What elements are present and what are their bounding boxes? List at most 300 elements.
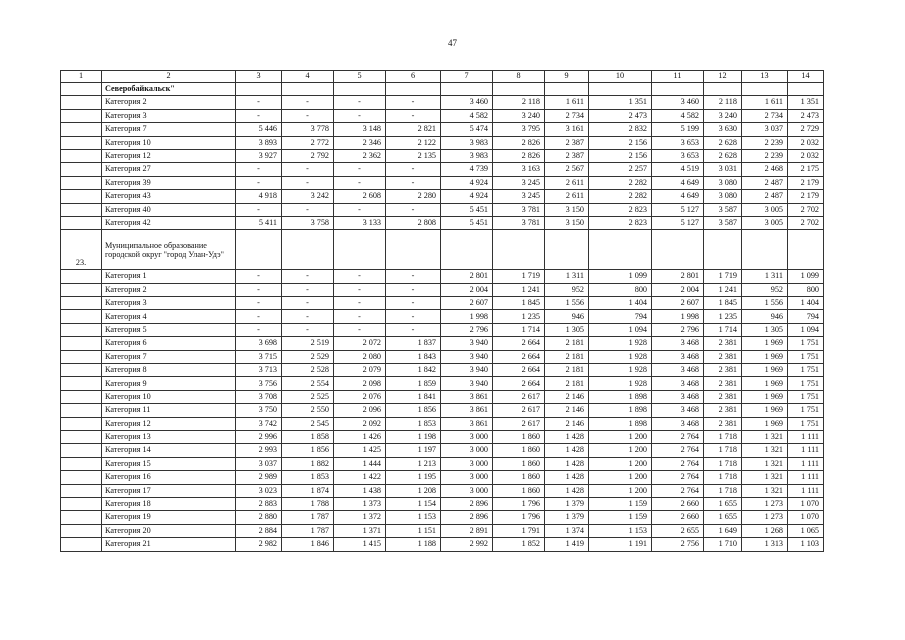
value-cell: 1 103: [788, 538, 824, 551]
value-cell: -: [282, 176, 334, 189]
value-cell: 1 787: [282, 524, 334, 537]
value-cell: 1 710: [704, 538, 742, 551]
value-cell: 1 241: [704, 283, 742, 296]
value-cell: 1 111: [788, 484, 824, 497]
value-cell: 1 428: [545, 471, 589, 484]
value-cell: 2 118: [704, 96, 742, 109]
value-cell: 2 032: [788, 136, 824, 149]
row-label-cell: Северобайкальск": [102, 83, 236, 96]
table-row: [61, 136, 824, 149]
value-cell: 1 268: [742, 524, 788, 537]
value-cell: 3 240: [493, 109, 545, 122]
value-cell: 2 611: [545, 190, 589, 203]
value-cell: 2 098: [334, 377, 386, 390]
row-number-cell: [61, 216, 102, 229]
value-cell: [334, 230, 386, 270]
value-cell: 3 468: [652, 364, 704, 377]
value-cell: 2 076: [334, 390, 386, 403]
value-cell: 1 153: [386, 511, 441, 524]
table-row: [61, 283, 824, 296]
value-cell: 1 159: [589, 511, 652, 524]
value-cell: 1 843: [386, 350, 441, 363]
row-number-cell: [61, 323, 102, 336]
value-cell: 4 582: [441, 109, 493, 122]
value-cell: -: [334, 270, 386, 283]
value-cell: 1 788: [282, 497, 334, 510]
value-cell: 1 111: [788, 430, 824, 443]
value-cell: 1 273: [742, 497, 788, 510]
value-cell: [236, 83, 282, 96]
value-cell: [545, 83, 589, 96]
value-cell: -: [236, 176, 282, 189]
value-cell: 1 151: [386, 524, 441, 537]
value-cell: 3 468: [652, 350, 704, 363]
value-cell: 3 653: [652, 149, 704, 162]
value-cell: 2 996: [236, 430, 282, 443]
value-cell: 1 197: [386, 444, 441, 457]
value-cell: 3 005: [742, 216, 788, 229]
row-label-cell: Категория 1: [102, 270, 236, 283]
table-row: [61, 176, 824, 189]
value-cell: -: [282, 283, 334, 296]
row-label-cell: Категория 11: [102, 404, 236, 417]
value-cell: 2 280: [386, 190, 441, 203]
value-cell: 3 587: [704, 216, 742, 229]
value-cell: [589, 83, 652, 96]
value-cell: 2 387: [545, 136, 589, 149]
value-cell: 5 127: [652, 203, 704, 216]
page-number: 47: [448, 38, 457, 48]
value-cell: 2 801: [652, 270, 704, 283]
value-cell: 1 611: [742, 96, 788, 109]
value-cell: 3 080: [704, 190, 742, 203]
value-cell: [704, 230, 742, 270]
value-cell: 1 791: [493, 524, 545, 537]
row-label-cell: Категория 2: [102, 96, 236, 109]
row-number-cell: [61, 123, 102, 136]
value-cell: [742, 83, 788, 96]
value-cell: -: [334, 203, 386, 216]
value-cell: 1 860: [493, 457, 545, 470]
value-cell: 2 607: [441, 297, 493, 310]
value-cell: 3 927: [236, 149, 282, 162]
value-cell: 1 837: [386, 337, 441, 350]
value-cell: 1 841: [386, 390, 441, 403]
value-cell: 1 969: [742, 364, 788, 377]
row-number-cell: [61, 310, 102, 323]
value-cell: 1 718: [704, 430, 742, 443]
value-cell: 4 918: [236, 190, 282, 203]
value-cell: 3 715: [236, 350, 282, 363]
value-cell: 2 628: [704, 149, 742, 162]
value-cell: 952: [742, 283, 788, 296]
value-cell: 2 381: [704, 350, 742, 363]
value-cell: 1 444: [334, 457, 386, 470]
value-cell: 1 321: [742, 457, 788, 470]
value-cell: 1 718: [704, 457, 742, 470]
value-cell: 1 404: [788, 297, 824, 310]
value-cell: 1 351: [788, 96, 824, 109]
value-cell: 1 655: [704, 497, 742, 510]
value-cell: -: [282, 109, 334, 122]
row-number-cell: [61, 524, 102, 537]
row-number-cell: [61, 283, 102, 296]
value-cell: 1 065: [788, 524, 824, 537]
value-cell: 4 649: [652, 176, 704, 189]
value-cell: 2 734: [742, 109, 788, 122]
value-cell: 2 883: [236, 497, 282, 510]
value-cell: 2 529: [282, 350, 334, 363]
value-cell: 1 235: [493, 310, 545, 323]
value-cell: 2 175: [788, 163, 824, 176]
value-cell: 1 928: [589, 377, 652, 390]
value-cell: 1 200: [589, 457, 652, 470]
row-number-cell: [61, 96, 102, 109]
value-cell: 2 764: [652, 430, 704, 443]
row-label-cell: Категория 19: [102, 511, 236, 524]
row-number-cell: [61, 404, 102, 417]
value-cell: 2 992: [441, 538, 493, 551]
value-cell: -: [334, 297, 386, 310]
value-cell: 3 245: [493, 176, 545, 189]
value-cell: [236, 230, 282, 270]
value-cell: 1 928: [589, 350, 652, 363]
value-cell: 1 438: [334, 484, 386, 497]
value-cell: 2 664: [493, 337, 545, 350]
value-cell: [788, 230, 824, 270]
value-cell: 2 156: [589, 136, 652, 149]
value-cell: 3 983: [441, 136, 493, 149]
value-cell: 2 796: [652, 323, 704, 336]
value-cell: 3 893: [236, 136, 282, 149]
row-number-cell: [61, 297, 102, 310]
value-cell: 2 146: [545, 404, 589, 417]
value-cell: 3 150: [545, 203, 589, 216]
value-cell: 1 655: [704, 511, 742, 524]
value-cell: -: [282, 323, 334, 336]
value-cell: -: [282, 163, 334, 176]
table-row: [61, 297, 824, 310]
value-cell: 1 898: [589, 417, 652, 430]
value-cell: 1 094: [589, 323, 652, 336]
column-number: 14: [788, 71, 824, 83]
value-cell: 5 474: [441, 123, 493, 136]
value-cell: 2 473: [788, 109, 824, 122]
value-cell: 2 823: [589, 203, 652, 216]
value-cell: 2 993: [236, 444, 282, 457]
value-cell: 2 989: [236, 471, 282, 484]
value-cell: -: [334, 323, 386, 336]
value-cell: 2 982: [236, 538, 282, 551]
value-cell: 2 545: [282, 417, 334, 430]
value-cell: 3 245: [493, 190, 545, 203]
value-cell: 1 159: [589, 497, 652, 510]
value-cell: 2 567: [545, 163, 589, 176]
row-number-cell: [61, 350, 102, 363]
value-cell: 800: [589, 283, 652, 296]
value-cell: 1 422: [334, 471, 386, 484]
value-cell: 1 321: [742, 430, 788, 443]
value-cell: -: [386, 96, 441, 109]
value-cell: 2 891: [441, 524, 493, 537]
value-cell: 2 772: [282, 136, 334, 149]
table-row: [61, 350, 824, 363]
value-cell: 3 031: [704, 163, 742, 176]
value-cell: [282, 83, 334, 96]
row-number-cell: [61, 430, 102, 443]
value-cell: -: [236, 310, 282, 323]
value-cell: 1 898: [589, 404, 652, 417]
value-cell: 1 751: [788, 404, 824, 417]
value-cell: 1 305: [742, 323, 788, 336]
table-row: [61, 203, 824, 216]
value-cell: [589, 230, 652, 270]
row-label-cell: Категория 39: [102, 176, 236, 189]
value-cell: 1 719: [493, 270, 545, 283]
value-cell: 2 808: [386, 216, 441, 229]
value-cell: 1 852: [493, 538, 545, 551]
value-cell: [493, 230, 545, 270]
row-label-cell: Категория 40: [102, 203, 236, 216]
value-cell: -: [334, 109, 386, 122]
row-number-cell: [61, 444, 102, 457]
value-cell: 1 111: [788, 471, 824, 484]
value-cell: 3 758: [282, 216, 334, 229]
row-number-cell: 23.: [61, 230, 102, 270]
value-cell: 2 628: [704, 136, 742, 149]
value-cell: 3 750: [236, 404, 282, 417]
value-cell: 3 630: [704, 123, 742, 136]
value-cell: 1 751: [788, 337, 824, 350]
column-number: 9: [545, 71, 589, 83]
column-number: 6: [386, 71, 441, 83]
row-number-cell: [61, 109, 102, 122]
value-cell: 2 801: [441, 270, 493, 283]
value-cell: 2 764: [652, 444, 704, 457]
value-cell: [386, 230, 441, 270]
value-cell: 1 428: [545, 457, 589, 470]
value-cell: 1 070: [788, 511, 824, 524]
value-cell: 1 556: [742, 297, 788, 310]
value-cell: 1 200: [589, 471, 652, 484]
value-cell: 3 861: [441, 417, 493, 430]
value-cell: 2 118: [493, 96, 545, 109]
table-body: [61, 71, 824, 552]
value-cell: 3 653: [652, 136, 704, 149]
value-cell: 3 240: [704, 109, 742, 122]
value-cell: 1 860: [493, 471, 545, 484]
table-row: [61, 511, 824, 524]
value-cell: 2 387: [545, 149, 589, 162]
column-number: 8: [493, 71, 545, 83]
value-cell: 1 874: [282, 484, 334, 497]
value-cell: 1 235: [704, 310, 742, 323]
value-cell: [282, 230, 334, 270]
row-number-cell: [61, 377, 102, 390]
row-number-cell: [61, 190, 102, 203]
value-cell: 1 859: [386, 377, 441, 390]
value-cell: 2 179: [788, 190, 824, 203]
value-cell: 2 729: [788, 123, 824, 136]
value-cell: 2 487: [742, 176, 788, 189]
column-number: 2: [102, 71, 236, 83]
table-row: [61, 96, 824, 109]
value-cell: -: [236, 203, 282, 216]
value-cell: 1 372: [334, 511, 386, 524]
value-cell: 2 764: [652, 471, 704, 484]
value-cell: 1 208: [386, 484, 441, 497]
value-cell: 2 381: [704, 377, 742, 390]
value-cell: 1 969: [742, 417, 788, 430]
value-cell: -: [386, 163, 441, 176]
table-row: [61, 417, 824, 430]
row-label-cell: Категория 3: [102, 109, 236, 122]
value-cell: 2 146: [545, 417, 589, 430]
value-cell: 3 460: [652, 96, 704, 109]
row-label-cell: Категория 10: [102, 136, 236, 149]
value-cell: 4 582: [652, 109, 704, 122]
value-cell: 1 860: [493, 444, 545, 457]
value-cell: 1 714: [493, 323, 545, 336]
value-cell: 1 200: [589, 484, 652, 497]
value-cell: 1 188: [386, 538, 441, 551]
value-cell: 2 617: [493, 417, 545, 430]
value-cell: 794: [788, 310, 824, 323]
value-cell: 2 362: [334, 149, 386, 162]
value-cell: 1 428: [545, 430, 589, 443]
value-cell: 1 200: [589, 444, 652, 457]
value-cell: 3 000: [441, 484, 493, 497]
value-cell: 2 607: [652, 297, 704, 310]
value-cell: 1 195: [386, 471, 441, 484]
value-cell: 2 554: [282, 377, 334, 390]
value-cell: 3 861: [441, 404, 493, 417]
table-row: [61, 444, 824, 457]
row-label-cell: Категория 13: [102, 430, 236, 443]
value-cell: 2 239: [742, 136, 788, 149]
value-cell: 1 099: [788, 270, 824, 283]
value-cell: 2 734: [545, 109, 589, 122]
row-label-cell: Категория 15: [102, 457, 236, 470]
value-cell: 1 860: [493, 484, 545, 497]
value-cell: 1 860: [493, 430, 545, 443]
value-cell: 1 898: [589, 390, 652, 403]
value-cell: 2 079: [334, 364, 386, 377]
value-cell: 1 969: [742, 350, 788, 363]
value-cell: 2 122: [386, 136, 441, 149]
value-cell: 1 200: [589, 430, 652, 443]
row-label-cell: Категория 12: [102, 417, 236, 430]
table-row: [61, 123, 824, 136]
value-cell: 3 742: [236, 417, 282, 430]
value-cell: 2 473: [589, 109, 652, 122]
section-row: [61, 83, 824, 96]
value-cell: 2 181: [545, 364, 589, 377]
row-label-cell: Категория 7: [102, 123, 236, 136]
value-cell: 1 796: [493, 511, 545, 524]
value-cell: 2 823: [589, 216, 652, 229]
value-cell: 3 795: [493, 123, 545, 136]
value-cell: 1 419: [545, 538, 589, 551]
value-cell: 1 882: [282, 457, 334, 470]
row-label-cell: Категория 18: [102, 497, 236, 510]
value-cell: 2 664: [493, 350, 545, 363]
value-cell: 2 156: [589, 149, 652, 162]
value-cell: -: [236, 297, 282, 310]
table-row: [61, 524, 824, 537]
value-cell: 1 213: [386, 457, 441, 470]
value-cell: -: [282, 203, 334, 216]
value-cell: [742, 230, 788, 270]
row-label-cell: Категория 17: [102, 484, 236, 497]
value-cell: 3 037: [742, 123, 788, 136]
value-cell: 2 146: [545, 390, 589, 403]
row-number-cell: [61, 136, 102, 149]
value-cell: 3 460: [441, 96, 493, 109]
value-cell: 1 853: [282, 471, 334, 484]
value-cell: 4 519: [652, 163, 704, 176]
value-cell: 1 751: [788, 364, 824, 377]
table-row: [61, 216, 824, 229]
value-cell: 2 381: [704, 390, 742, 403]
value-cell: 2 792: [282, 149, 334, 162]
value-cell: 1 853: [386, 417, 441, 430]
value-cell: -: [386, 283, 441, 296]
column-number: 10: [589, 71, 652, 83]
value-cell: 1 099: [589, 270, 652, 283]
row-label-cell: Категория 4: [102, 310, 236, 323]
value-cell: 2 468: [742, 163, 788, 176]
row-label-cell: Категория 3: [102, 297, 236, 310]
value-cell: 3 781: [493, 203, 545, 216]
table-row: [61, 377, 824, 390]
value-cell: -: [334, 310, 386, 323]
column-number-row: [61, 71, 824, 83]
value-cell: 1 969: [742, 404, 788, 417]
value-cell: 1 858: [282, 430, 334, 443]
value-cell: 3 940: [441, 350, 493, 363]
row-label-cell: Категория 8: [102, 364, 236, 377]
value-cell: 1 311: [545, 270, 589, 283]
value-cell: 1 846: [282, 538, 334, 551]
value-cell: 3 983: [441, 149, 493, 162]
value-cell: 2 179: [788, 176, 824, 189]
value-cell: 4 924: [441, 190, 493, 203]
row-label-cell: Категория 16: [102, 471, 236, 484]
value-cell: 1 714: [704, 323, 742, 336]
value-cell: 1 428: [545, 444, 589, 457]
value-cell: 3 161: [545, 123, 589, 136]
value-cell: 2 880: [236, 511, 282, 524]
value-cell: -: [236, 109, 282, 122]
value-cell: 2 096: [334, 404, 386, 417]
value-cell: 2 092: [334, 417, 386, 430]
value-cell: 2 072: [334, 337, 386, 350]
column-number: 11: [652, 71, 704, 83]
value-cell: 1 153: [589, 524, 652, 537]
value-cell: 3 698: [236, 337, 282, 350]
value-cell: 3 000: [441, 471, 493, 484]
row-number-cell: [61, 337, 102, 350]
value-cell: -: [236, 283, 282, 296]
value-cell: 1 415: [334, 538, 386, 551]
table-row: [61, 430, 824, 443]
row-number-cell: [61, 270, 102, 283]
value-cell: 3 163: [493, 163, 545, 176]
row-label-cell: Категория 21: [102, 538, 236, 551]
value-cell: 1 856: [386, 404, 441, 417]
value-cell: 2 381: [704, 364, 742, 377]
